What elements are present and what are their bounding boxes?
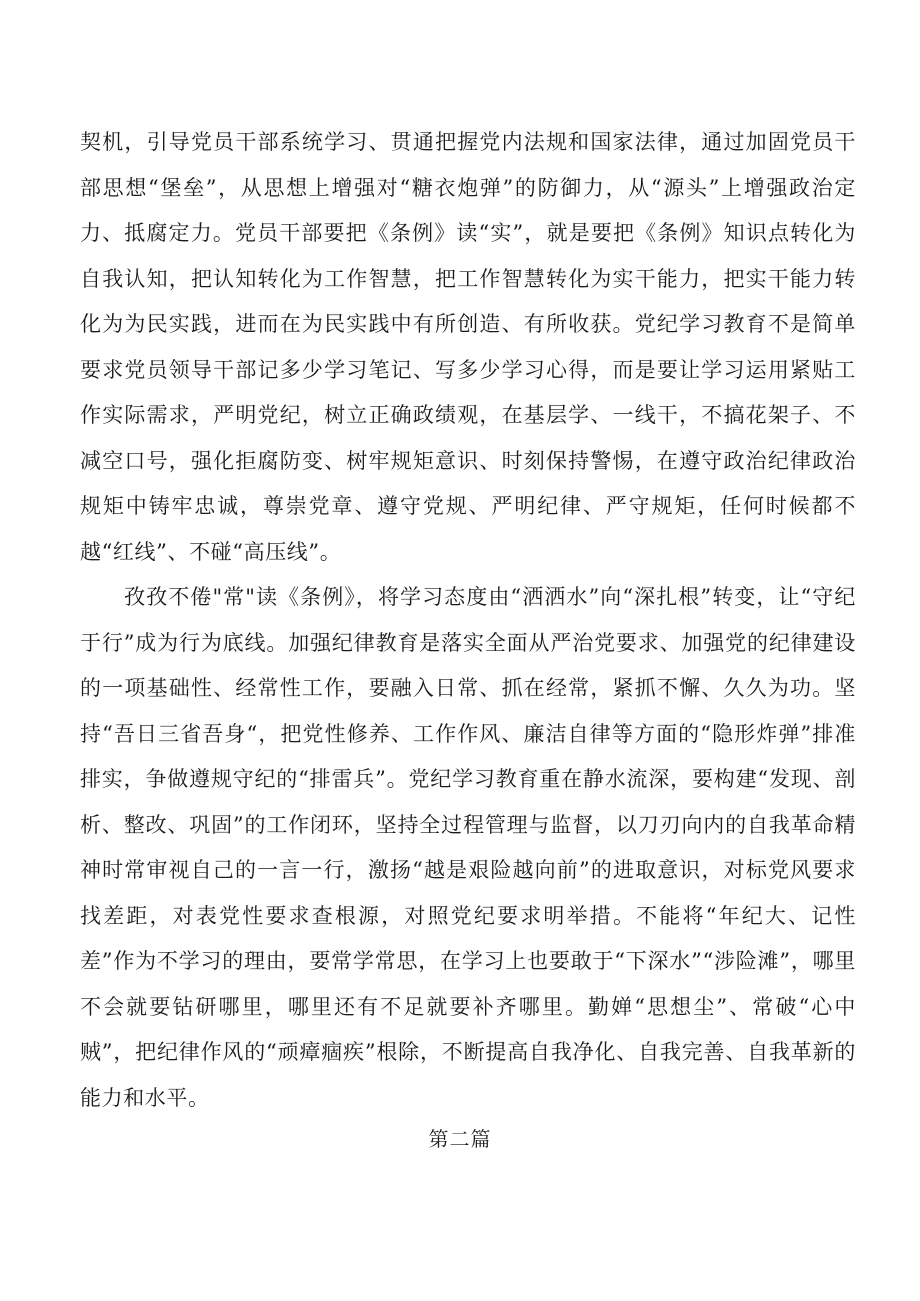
body-paragraph-1: 契机，引导党员干部系统学习、贯通把握党内法规和国家法律，通过加固党员干部思想“堡垒”，从思想上增强对“糖衣炮弹”的防御力，从“源头”上增强政治定力、抵腐定力。党员干部要把《条例》读“实”，就是要把《条例》知识点转化为自我认知，把认知转化为工作智慧，把工作智慧转化为实干能力，把实干能力转化为为民实践，进而在为民实践中有所创造、有所收获。党纪学习教育不是简单要求党员领导干部记多少学习笔记、写多少学习心得，而是要让学习运用紧贴工作实际需求，严明党纪，树立正确政绩观，在基层学、一线干，不搞花架子、不减空口号，强化拒腐防变、树牢规矩意识、时刻保持警惕，在遵守政治纪律政治规矩中铸牢忠诚，尊崇党章、遵守党规、严明纪律、严守规矩，任何时候都不越“红线”、不碰“高压线”。: [80, 130, 856, 564]
section-heading: 第二篇: [428, 1127, 492, 1151]
body-paragraph-2: 孜孜不倦"常"读《条例》，将学习态度由“洒洒水”向“深扎根”转变，让“守纪于行”成为行为底线。加强纪律教育是落实全面从严治党要求、加强党的纪律建设的一项基础性、经常性工作，要融入日常、抓在经常，紧抓不懈、久久为功。坚持“吾日三省吾身“，把党性修养、工作作风、廉洁自律等方面的“隐形炸弹”排准排实，争做遵规守纪的“排雷兵”。党纪学习教育重在静水流深，要构建“发现、剖析、整改、巩固”的工作闭环，坚持全过程管理与监督，以刀刃向内的自我革命精神时常审视自己的一言一行，激扬“越是艰险越向前”的进取意识，对标党风要求找差距，对表党性要求查根源，对照党纪要求明举措。不能将“年纪大、记性差”作为不学习的理由，要常学常思，在学习上也要敢于“下深水”“涉险滩”，哪里不会就要钻研哪里，哪里还有不足就要补齐哪里。勤婵“思想尘”、常破“心中贼”，把纪律作风的“顽瘴痼疾”根除，不断提高自我净化、自我完善、自我革新的能力和水平。: [80, 585, 856, 1110]
